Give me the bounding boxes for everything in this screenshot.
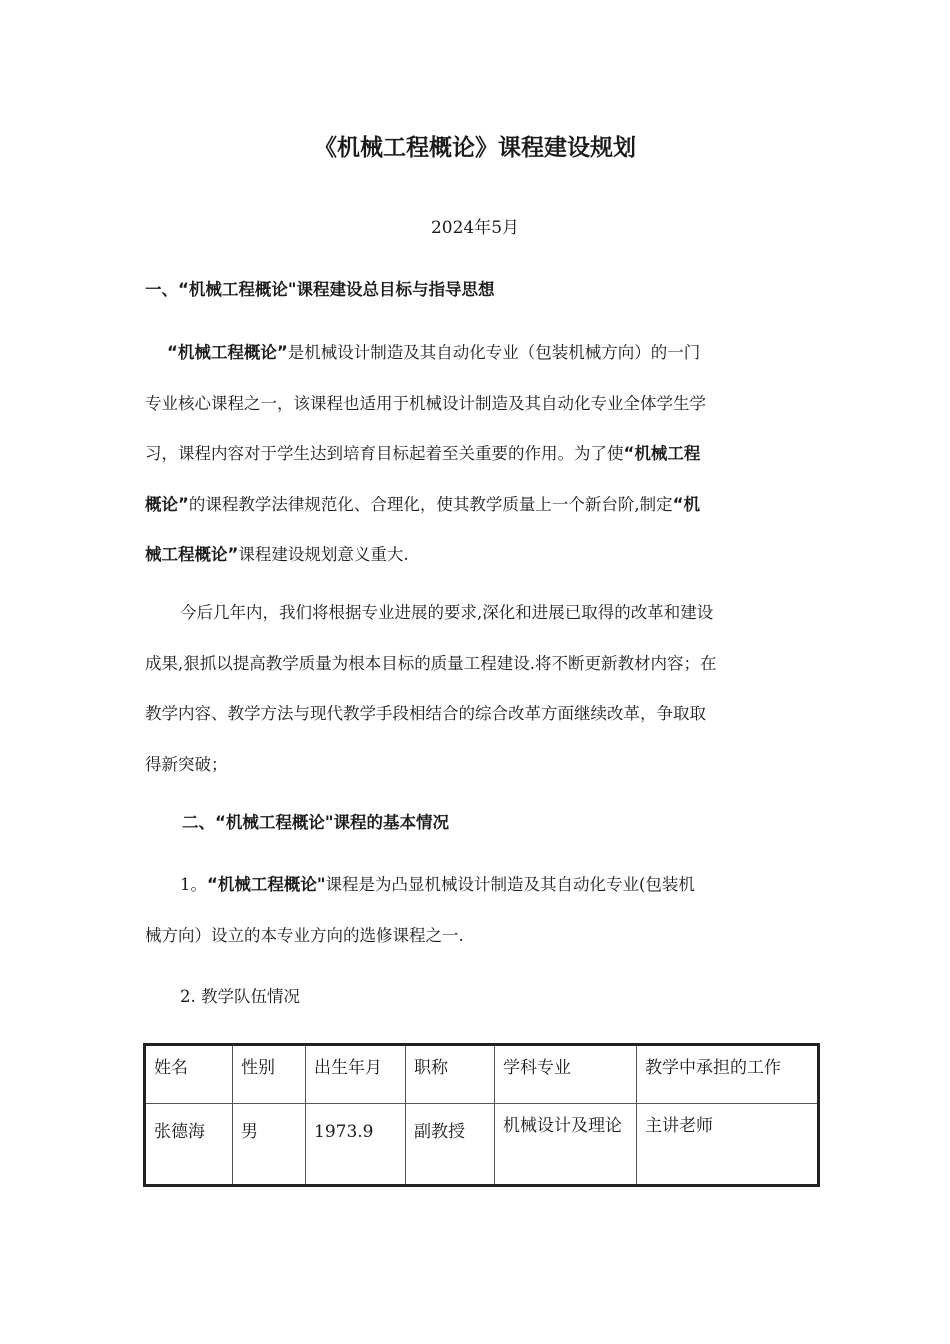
paragraph-text: 的课程教学法律规范化、合理化，使其教学质量上一个新台阶,制定	[188, 494, 673, 514]
table-cell: 机械设计及理论	[495, 1104, 637, 1186]
paragraph-text: 今后几年内，我们将根据专业进展的要求,深化和进展已取得的改革和建设	[180, 603, 714, 622]
table-row	[145, 1104, 819, 1186]
header-cell: 性别	[233, 1045, 306, 1104]
table-header-row	[145, 1045, 819, 1104]
section2-item1	[145, 860, 805, 961]
course-name-bold: 械工程概论”	[145, 545, 239, 564]
table-cell: 1973.9	[306, 1104, 406, 1186]
section1-heading: 一、“机械工程概论"课程建设总目标与指导思想	[145, 280, 495, 299]
section2-item2: 2. 教学队伍情况	[180, 987, 300, 1006]
course-name-bold: “机械工程	[623, 444, 701, 463]
course-name-bold: “机械工程概论”	[167, 343, 288, 362]
item-number: 1。	[180, 875, 207, 894]
section2-heading: 二、“机械工程概论"课程的基本情况	[182, 813, 449, 832]
paragraph-text: 课程是为凸显机械设计制造及其自动化专业(包装机	[325, 875, 695, 894]
table-cell: 副教授	[406, 1104, 495, 1186]
teaching-team-table	[143, 1043, 820, 1187]
paragraph-text: 是机械设计制造及其自动化专业（包装机械方向）的一门	[287, 343, 701, 362]
document-date: 2024年5月	[430, 218, 520, 238]
table-cell: 主讲老师	[637, 1104, 819, 1186]
course-name-bold: “机	[672, 494, 700, 514]
header-cell: 姓名	[145, 1045, 233, 1104]
paragraph-text: 习，课程内容对于学生达到培育目标起着至关重要的作用。为了使	[145, 444, 624, 463]
section1-paragraph2	[145, 588, 805, 790]
course-name-bold: 概论”	[145, 494, 189, 514]
table-cell: 张德海	[145, 1104, 233, 1186]
paragraph-text: 成果,狠抓以提高教学质量为根本目标的质量工程建设.将不断更新教材内容；在	[145, 653, 717, 673]
paragraph-text: 教学内容、教学方法与现代教学手段相结合的综合改革方面继续改革，争取取	[145, 704, 706, 723]
header-cell: 出生年月	[306, 1045, 406, 1104]
paragraph-text: 得新突破；	[145, 754, 228, 774]
paragraph-text: 械方向）设立的本专业方向的选修课程之一.	[145, 925, 464, 945]
course-name-bold: “机械工程概论"	[207, 875, 326, 894]
header-cell: 学科专业	[495, 1045, 637, 1104]
header-cell: 职称	[406, 1045, 495, 1104]
table-cell: 男	[233, 1104, 306, 1186]
section1-paragraph1	[145, 328, 805, 581]
paragraph-text: 课程建设规划意义重大.	[238, 545, 409, 564]
paragraph-text: 专业核心课程之一，该课程也适用于机械设计制造及其自动化专业全体学生学	[145, 393, 706, 413]
header-cell: 教学中承担的工作	[637, 1045, 819, 1104]
document-title: 《机械工程概论》课程建设规划	[314, 135, 636, 161]
